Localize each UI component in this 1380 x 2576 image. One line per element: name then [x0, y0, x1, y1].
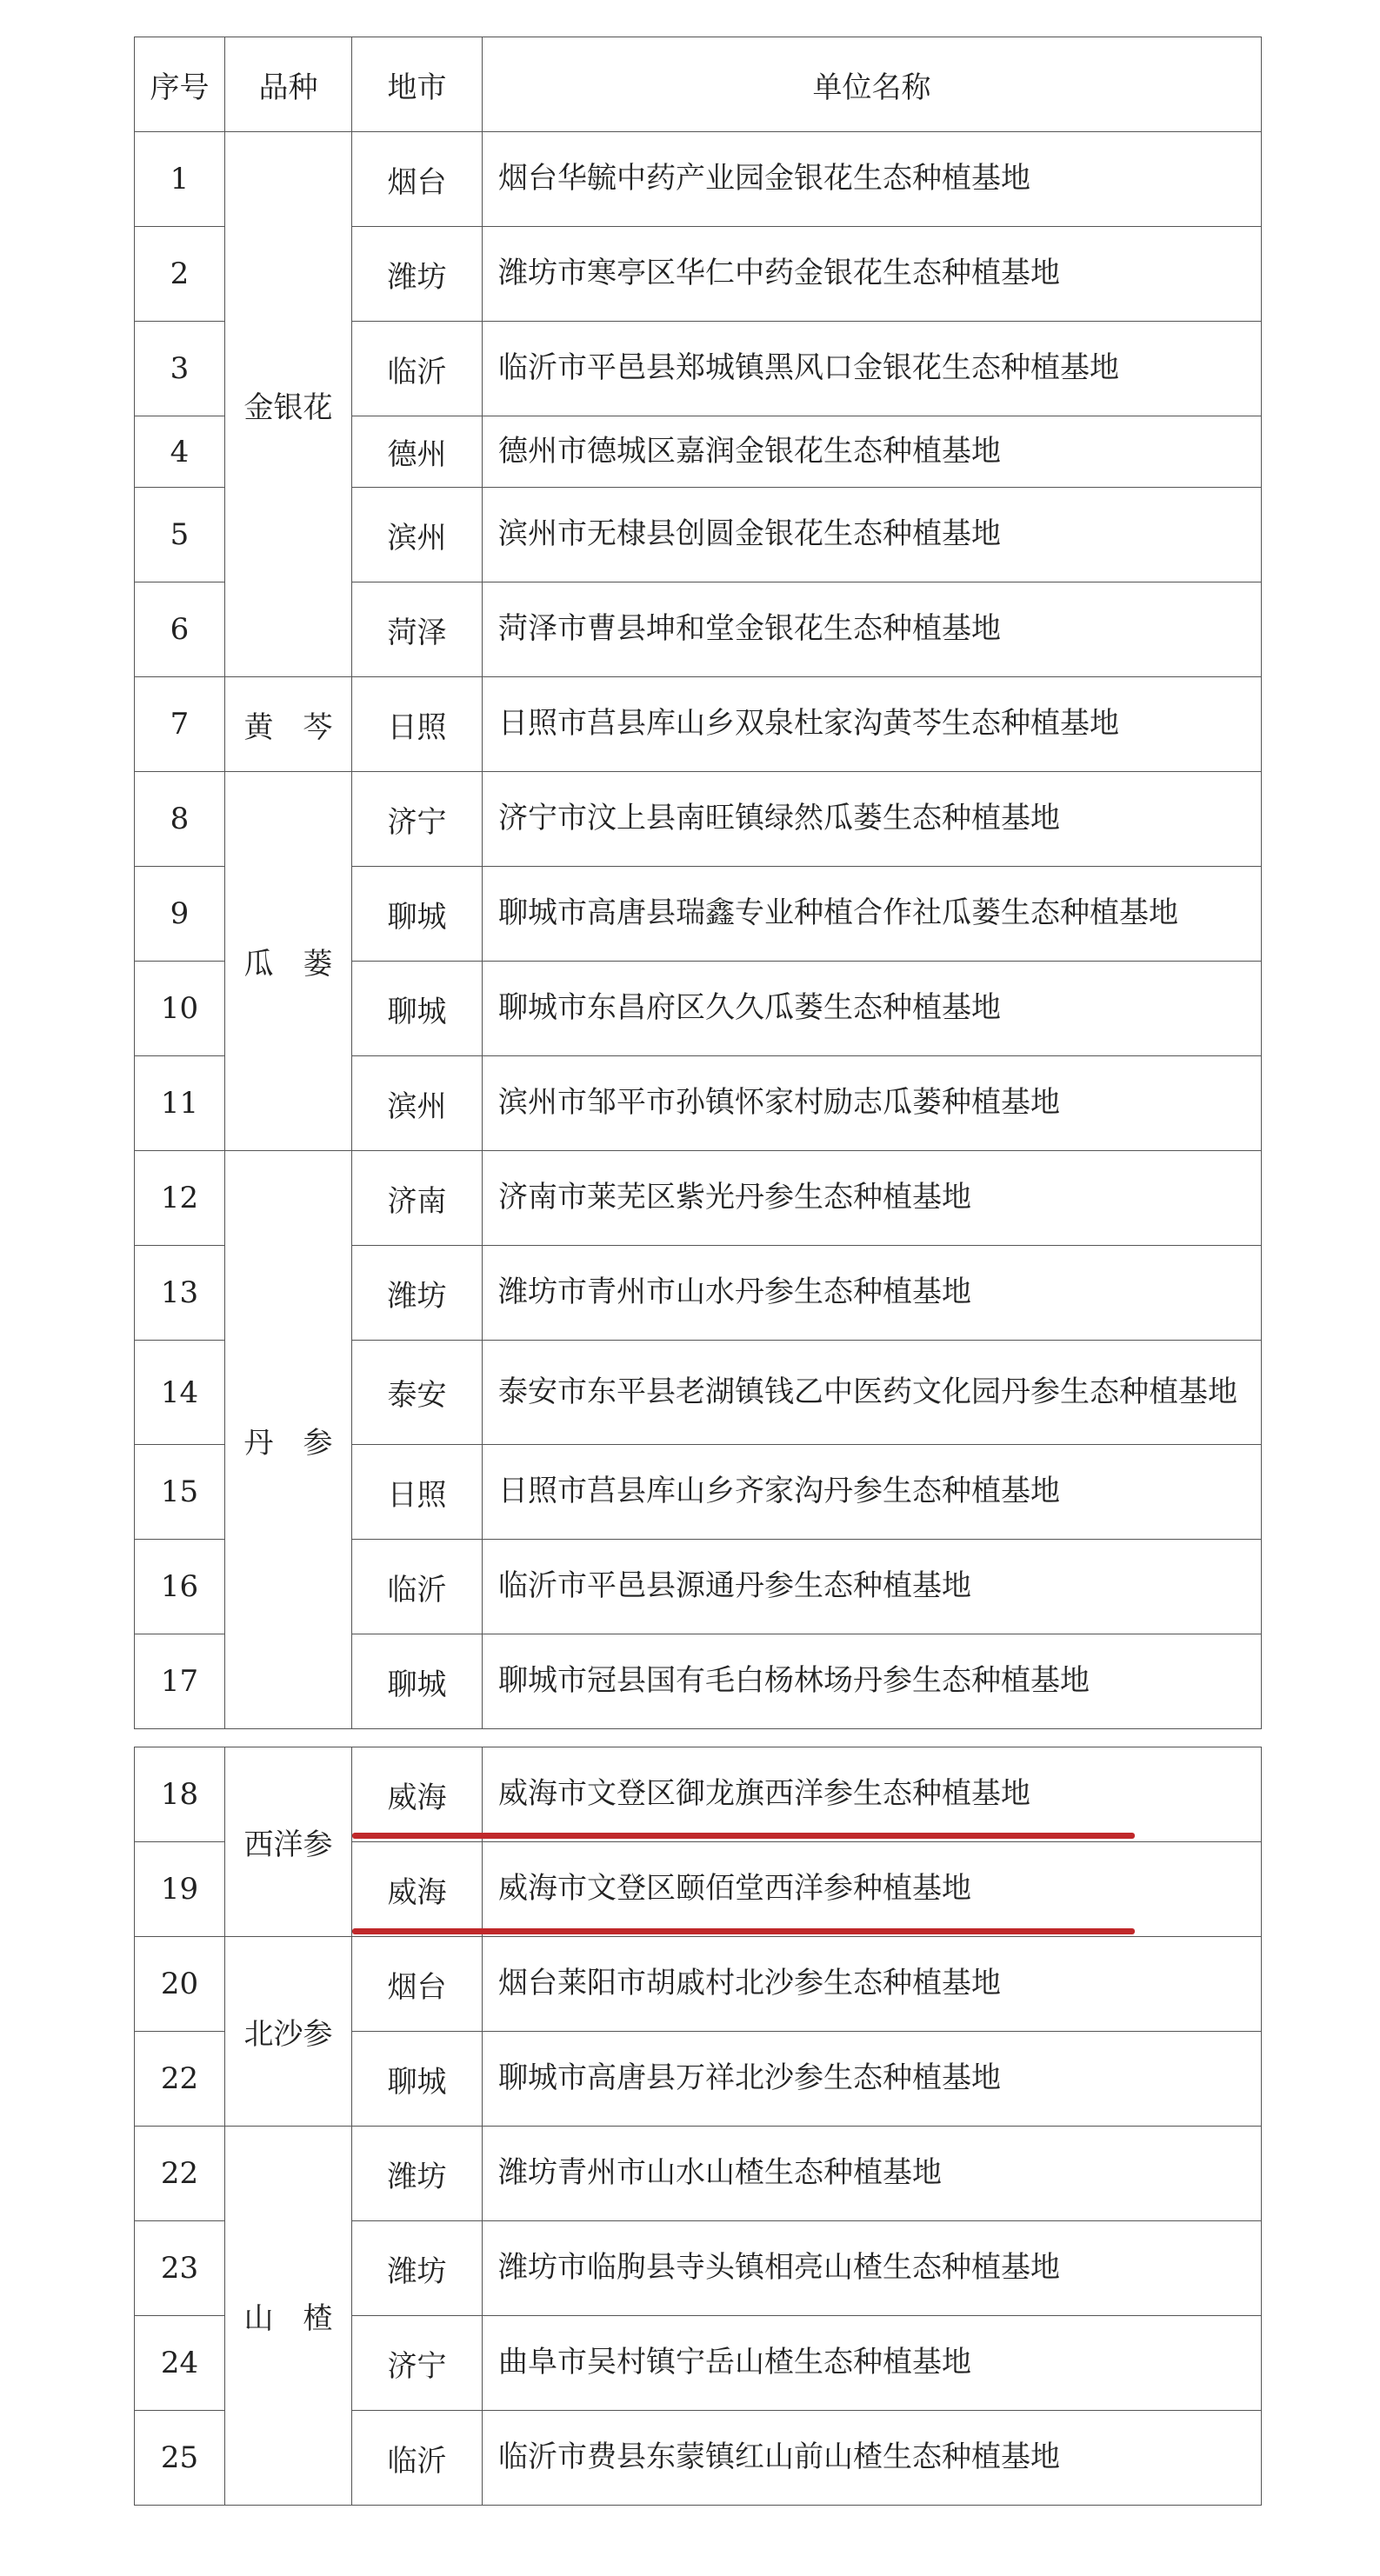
unit-name-cell: 聊城市高唐县万祥北沙参生态种植基地 — [483, 2032, 1262, 2127]
sites-table-part1 — [134, 37, 1262, 1729]
row-number: 22 — [135, 2127, 225, 2221]
row-number: 15 — [135, 1445, 225, 1540]
variety-cell: 金银花 — [225, 132, 352, 677]
row-number: 7 — [135, 677, 225, 772]
city-cell: 德州 — [352, 416, 483, 488]
variety-cell: 丹 参 — [225, 1151, 352, 1729]
unit-name-cell: 潍坊市临朐县寺头镇相亮山楂生态种植基地 — [483, 2221, 1262, 2316]
row-number: 6 — [135, 582, 225, 677]
unit-name-cell: 潍坊市寒亭区华仁中药金银花生态种植基地 — [483, 227, 1262, 322]
unit-name-cell: 滨州市邹平市孙镇怀家村励志瓜蒌种植基地 — [483, 1056, 1262, 1151]
city-cell: 日照 — [352, 677, 483, 772]
unit-name-cell: 济宁市汶上县南旺镇绿然瓜蒌生态种植基地 — [483, 772, 1262, 867]
header-unit: 单位名称 — [483, 37, 1262, 132]
row-number: 5 — [135, 488, 225, 582]
row-number: 11 — [135, 1056, 225, 1151]
unit-name-cell: 聊城市东昌府区久久瓜蒌生态种植基地 — [483, 962, 1262, 1056]
unit-name-cell: 威海市文登区颐佰堂西洋参种植基地 — [483, 1842, 1262, 1937]
unit-name-cell: 威海市文登区御龙旗西洋参生态种植基地 — [483, 1747, 1262, 1842]
city-cell: 泰安 — [352, 1341, 483, 1445]
unit-name-cell: 滨州市无棣县创圆金银花生态种植基地 — [483, 488, 1262, 582]
row-number: 3 — [135, 322, 225, 416]
unit-name-cell: 曲阜市吴村镇宁岳山楂生态种植基地 — [483, 2316, 1262, 2411]
unit-name-cell: 菏泽市曹县坤和堂金银花生态种植基地 — [483, 582, 1262, 677]
city-cell: 威海 — [352, 1747, 483, 1842]
row-number: 18 — [135, 1747, 225, 1842]
row-number: 1 — [135, 132, 225, 227]
row-number: 19 — [135, 1842, 225, 1937]
city-cell: 潍坊 — [352, 1246, 483, 1341]
unit-name-cell: 潍坊青州市山水山楂生态种植基地 — [483, 2127, 1262, 2221]
table-row — [135, 772, 1262, 867]
city-cell: 聊城 — [352, 867, 483, 962]
city-cell: 滨州 — [352, 488, 483, 582]
city-cell: 烟台 — [352, 132, 483, 227]
row-number: 22 — [135, 2032, 225, 2127]
sites-table-part2 — [134, 1747, 1262, 2506]
header-no: 序号 — [135, 37, 225, 132]
table-row — [135, 2127, 1262, 2221]
city-cell: 潍坊 — [352, 2221, 483, 2316]
row-number: 20 — [135, 1937, 225, 2032]
city-cell: 威海 — [352, 1842, 483, 1937]
row-number: 4 — [135, 416, 225, 488]
unit-name-cell: 临沂市平邑县郑城镇黑风口金银花生态种植基地 — [483, 322, 1262, 416]
header-row — [135, 37, 1262, 132]
city-cell: 日照 — [352, 1445, 483, 1540]
table-row — [135, 1151, 1262, 1246]
city-cell: 聊城 — [352, 962, 483, 1056]
unit-name-cell: 济南市莱芜区紫光丹参生态种植基地 — [483, 1151, 1262, 1246]
row-number: 12 — [135, 1151, 225, 1246]
variety-cell: 北沙参 — [225, 1937, 352, 2127]
row-number: 8 — [135, 772, 225, 867]
city-cell: 济南 — [352, 1151, 483, 1246]
table-row — [135, 1937, 1262, 2032]
unit-name-cell: 临沂市费县东蒙镇红山前山楂生态种植基地 — [483, 2411, 1262, 2506]
city-cell: 滨州 — [352, 1056, 483, 1151]
table-body-part1 — [135, 132, 1262, 1729]
city-cell: 菏泽 — [352, 582, 483, 677]
table-row — [135, 677, 1262, 772]
unit-name-cell: 日照市莒县库山乡齐家沟丹参生态种植基地 — [483, 1445, 1262, 1540]
red-underline-annotation — [352, 1928, 1135, 1934]
row-number: 17 — [135, 1634, 225, 1729]
city-cell: 临沂 — [352, 2411, 483, 2506]
row-number: 9 — [135, 867, 225, 962]
red-underline-annotation — [352, 1833, 1135, 1839]
header-variety: 品种 — [225, 37, 352, 132]
unit-name-cell: 潍坊市青州市山水丹参生态种植基地 — [483, 1246, 1262, 1341]
row-number: 13 — [135, 1246, 225, 1341]
variety-cell: 瓜 蒌 — [225, 772, 352, 1151]
city-cell: 临沂 — [352, 1540, 483, 1634]
city-cell: 济宁 — [352, 2316, 483, 2411]
table-row — [135, 132, 1262, 227]
city-cell: 潍坊 — [352, 227, 483, 322]
unit-name-cell: 烟台华毓中药产业园金银花生态种植基地 — [483, 132, 1262, 227]
unit-name-cell: 日照市莒县库山乡双泉杜家沟黄芩生态种植基地 — [483, 677, 1262, 772]
city-cell: 临沂 — [352, 322, 483, 416]
variety-cell: 黄 芩 — [225, 677, 352, 772]
unit-name-cell: 烟台莱阳市胡戚村北沙参生态种植基地 — [483, 1937, 1262, 2032]
city-cell: 聊城 — [352, 1634, 483, 1729]
unit-name-cell: 聊城市冠县国有毛白杨林场丹参生态种植基地 — [483, 1634, 1262, 1729]
row-number: 14 — [135, 1341, 225, 1445]
unit-name-cell: 德州市德城区嘉润金银花生态种植基地 — [483, 416, 1262, 488]
unit-name-cell: 泰安市东平县老湖镇钱乙中医药文化园丹参生态种植基地 — [483, 1341, 1262, 1445]
unit-name-cell: 聊城市高唐县瑞鑫专业种植合作社瓜蒌生态种植基地 — [483, 867, 1262, 962]
table-body-part2 — [135, 1747, 1262, 2506]
row-number: 24 — [135, 2316, 225, 2411]
city-cell: 烟台 — [352, 1937, 483, 2032]
variety-cell: 西洋参 — [225, 1747, 352, 1937]
city-cell: 济宁 — [352, 772, 483, 867]
row-number: 16 — [135, 1540, 225, 1634]
row-number: 25 — [135, 2411, 225, 2506]
city-cell: 潍坊 — [352, 2127, 483, 2221]
table-row — [135, 1747, 1262, 1842]
variety-cell: 山 楂 — [225, 2127, 352, 2506]
unit-name-cell: 临沂市平邑县源通丹参生态种植基地 — [483, 1540, 1262, 1634]
header-city: 地市 — [352, 37, 483, 132]
row-number: 10 — [135, 962, 225, 1056]
row-number: 23 — [135, 2221, 225, 2316]
city-cell: 聊城 — [352, 2032, 483, 2127]
row-number: 2 — [135, 227, 225, 322]
